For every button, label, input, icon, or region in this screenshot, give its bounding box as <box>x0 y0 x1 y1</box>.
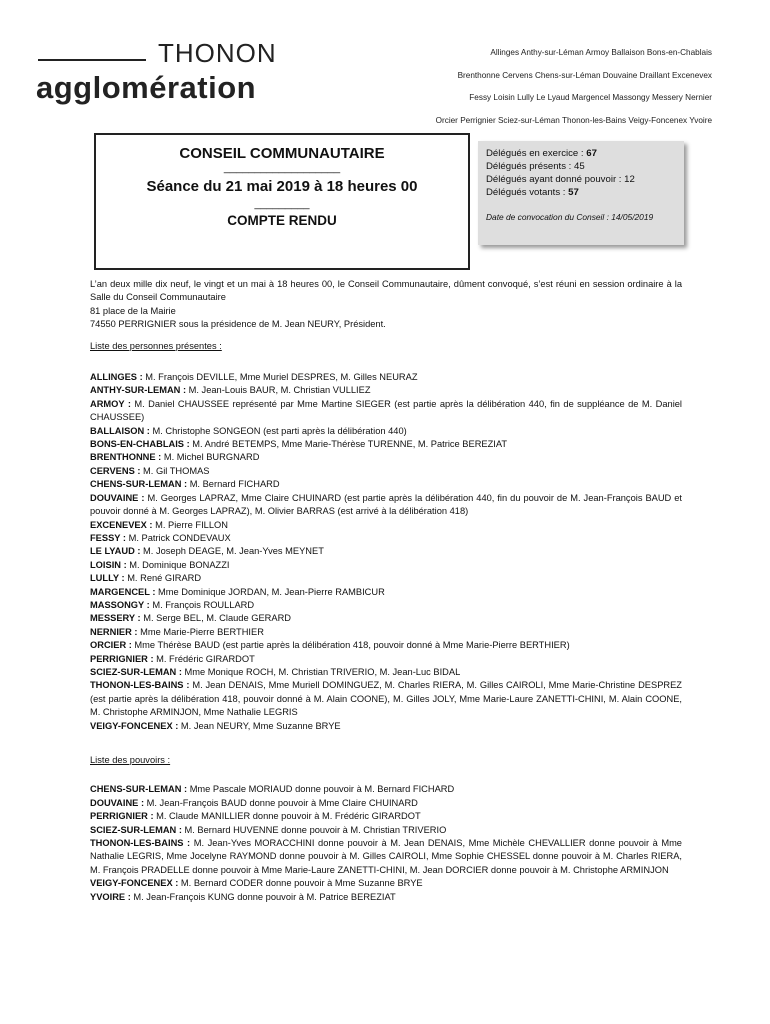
present-entry <box>90 371 682 384</box>
present-entry <box>90 612 682 625</box>
present-entry <box>90 572 682 585</box>
present-entry <box>90 398 682 425</box>
convocation-date: Date de convocation du Conseil : 14/05/2019 <box>486 212 654 222</box>
report-title: COMPTE RENDU <box>227 213 337 228</box>
council-header-box <box>94 133 470 270</box>
entry-text: M. Joseph DEAGE, M. Jean-Yves MEYNET <box>140 546 324 557</box>
commune-name: SCIEZ-SUR-LEMAN : <box>90 666 182 677</box>
delegates-box <box>478 141 684 245</box>
commune-name: NERNIER : <box>90 626 138 637</box>
entry-text: Mme Monique ROCH, M. Christian TRIVERIO, M. Jean-Luc BIDAL <box>181 666 461 677</box>
entry-text: Mme Marie-Pierre BERTHIER <box>137 626 264 637</box>
present-entry <box>90 666 682 679</box>
commune-name: DOUVAINE : <box>90 797 145 808</box>
entry-text: Mme Thérèse BAUD (est partie après la délibération 418, pouvoir donné à Mme Marie-Pierre BERTHIER) <box>131 640 570 651</box>
entry-text: M. Claude MANILLIER donne pouvoir à M. Frédéric GIRARDOT <box>153 811 421 822</box>
commune-name: PERRIGNIER : <box>90 811 154 822</box>
entry-text: M. Jean NEURY, Mme Suzanne BRYE <box>178 720 341 731</box>
commune-name: VEIGY-FONCENEX : <box>90 878 179 889</box>
entry-text: M. Daniel CHAUSSEE représenté par Mme Martine SIEGER (est partie après la délibération 440, fin de suppléance de M. Daniel CHAUSSEE) <box>90 398 682 423</box>
pouvoir-entry <box>90 877 682 890</box>
entry-text: Mme Pascale MORIAUD donne pouvoir à M. Bernard FICHARD <box>187 784 455 795</box>
entry-text: M. François ROULLARD <box>149 599 255 610</box>
entry-text: M. Frédéric GIRARDOT <box>153 653 255 664</box>
pouvoirs-list <box>90 783 682 904</box>
document-body <box>90 278 682 904</box>
delegates-votants: Délégués votants : 57 <box>486 187 579 198</box>
entry-text: M. François DEVILLE, Mme Muriel DESPRES, M. Gilles NEURAZ <box>142 372 418 383</box>
commune-name: CHENS-SUR-LEMAN : <box>90 784 188 795</box>
pouvoirs-heading: Liste des pouvoirs : <box>90 755 171 765</box>
present-entry <box>90 639 682 652</box>
present-entry <box>90 438 682 451</box>
presents-heading: Liste des personnes présentes : <box>90 340 222 351</box>
present-entry <box>90 626 682 639</box>
commune-name: CHENS-SUR-LEMAN : <box>90 479 188 490</box>
entry-text: M. Bernard CODER donne pouvoir à Mme Suzanne BRYE <box>178 878 423 889</box>
commune-name: CERVENS : <box>90 465 141 476</box>
present-entry <box>90 384 682 397</box>
present-entry <box>90 679 682 719</box>
logo-line <box>38 59 146 61</box>
entry-text: M. Michel BURGNARD <box>161 452 260 463</box>
communes-line: Brenthonne Cervens Chens-sur-Léman Douvaine Draillant Excenevex <box>457 70 712 80</box>
delegates-pouvoir: Délégués ayant donné pouvoir : 12 <box>486 174 635 185</box>
pouvoir-entry <box>90 891 682 904</box>
commune-name: BRENTHONNE : <box>90 452 162 463</box>
entry-text: M. René GIRARD <box>124 573 202 584</box>
entry-text: M. Georges LAPRAZ, Mme Claire CHUINARD (est partie après la délibération 440, fin du pouvoir de M. Jean-François BAUD et pouvoir donné à M. Georges LAPRAZ), M. Olivier BARRAS (est arrivé à la délibération 418) <box>90 492 683 517</box>
entry-text: M. Christophe SONGEON (est parti après la délibération 440) <box>149 425 407 436</box>
present-entry <box>90 465 682 478</box>
commune-name: MASSONGY : <box>90 599 150 610</box>
commune-name: PERRIGNIER : <box>90 653 154 664</box>
commune-name: FESSY : <box>90 532 126 543</box>
logo-bottom-text: agglomération <box>36 70 257 105</box>
present-entry <box>90 492 682 519</box>
commune-name: THONON-LES-BAINS : <box>90 838 191 849</box>
commune-name: THONON-LES-BAINS : <box>90 680 190 691</box>
entry-text: M. Jean-François KUNG donne pouvoir à M. Patrice BEREZIAT <box>130 891 396 902</box>
entry-text: M. Pierre FILLON <box>152 519 228 530</box>
present-entry <box>90 545 682 558</box>
entry-text: M. Jean-Yves MORACCHINI donne pouvoir à M. Jean DENAIS, Mme Michèle CHEVALLIER donne pouvoir à Mme Nathalie LEGRIS, Mme Jocelyne RAYMOND donne pouvoir à M. Gilles CAIROLI, Mme Sophie CHESSEL donne pouvoir à M. Charles RIERA, M. François PRADELLE donne pouvoir à Mme Marie-Laure ZANETTI-CHINI, M. Jean DORCIER donne pouvoir à M. Christophe ARMINJON <box>90 838 682 875</box>
entry-text: M. Jean-Louis BAUR, M. Christian VULLIEZ <box>186 385 371 396</box>
entry-text: M. Jean DENAIS, Mme Muriell DOMINGUEZ, M. Charles RIERA, M. Gilles CAIROLI, Mme Marie-Christine DESPREZ (est partie après la délibération 418, pouvoir donné à M. Alain COONE), M. Gilles JOLY, Mme Marie-Laure ZANETTI-CHINI, M. Alain COONE, M. Christophe ARMINJON, Mme Nathalie LEGRIS <box>90 680 682 718</box>
commune-name: VEIGY-FONCENEX : <box>90 720 179 731</box>
delegates-exercice: Délégués en exercice : 67 <box>486 148 597 159</box>
entry-text: M. Bernard FICHARD <box>187 479 280 490</box>
commune-name: DOUVAINE : <box>90 492 145 503</box>
present-entry <box>90 586 682 599</box>
commune-name: MESSERY : <box>90 613 141 624</box>
commune-name: ARMOY : <box>90 398 131 409</box>
present-entry <box>90 599 682 612</box>
present-entry <box>90 519 682 532</box>
entry-text: M. Gil THOMAS <box>140 465 210 476</box>
present-entry <box>90 451 682 464</box>
entry-text: M. Jean-François BAUD donne pouvoir à Mme Claire CHUINARD <box>144 797 418 808</box>
pouvoir-entry <box>90 783 682 796</box>
intro-paragraph: L’an deux mille dix neuf, le vingt et un mai à 18 heures 00, le Conseil Communautaire, dûment convoqué, s’est réuni en session ordinaire à la Salle du Conseil Communautaire 81 place de la Mairie 74550 PERRIGNIER sous la présidence de M. Jean NEURY, Président. <box>90 279 682 330</box>
spacer <box>90 733 682 754</box>
commune-name: MARGENCEL : <box>90 586 156 597</box>
entry-text: M. Serge BEL, M. Claude GERARD <box>140 613 291 624</box>
pouvoir-entry <box>90 824 682 837</box>
entry-text: M. André BETEMPS, Mme Marie-Thérèse TURENNE, M. Patrice BEREZIAT <box>189 439 508 450</box>
council-separator: _________ <box>254 198 310 210</box>
commune-name: LOISIN : <box>90 559 127 570</box>
session-date: Séance du 21 mai 2019 à 18 heures 00 <box>146 178 418 195</box>
present-entry <box>90 559 682 572</box>
commune-name: ORCIER : <box>90 640 132 651</box>
commune-name: ANTHY-SUR-LEMAN : <box>90 385 187 396</box>
entry-text: Mme Dominique JORDAN, M. Jean-Pierre RAMBICUR <box>155 586 385 597</box>
communes-line: Allinges Anthy-sur-Léman Armoy Ballaison Bons-en-Chablais <box>490 48 712 57</box>
commune-name: LE LYAUD : <box>90 546 141 557</box>
entry-text: M. Dominique BONAZZI <box>126 559 230 570</box>
commune-name: YVOIRE : <box>90 891 131 902</box>
present-entry <box>90 532 682 545</box>
present-entry <box>90 653 682 666</box>
commune-name: EXCENEVEX : <box>90 519 153 530</box>
present-entry <box>90 478 682 491</box>
communes-list <box>352 42 712 132</box>
commune-name: BALLAISON : <box>90 425 150 436</box>
pouvoir-entry <box>90 837 682 877</box>
spacer <box>90 353 682 371</box>
communes-line: Fessy Loisin Lully Le Lyaud Margencel Massongy Messery Nernier <box>469 93 712 102</box>
council-separator: ___________________ <box>223 162 341 174</box>
entry-text: M. Bernard HUVENNE donne pouvoir à M. Christian TRIVERIO <box>181 824 447 835</box>
present-entry <box>90 425 682 438</box>
presents-list <box>90 371 682 733</box>
pouvoir-entry <box>90 797 682 810</box>
commune-name: BONS-EN-CHABLAIS : <box>90 439 190 450</box>
logo-top-text: THONON <box>158 38 277 68</box>
commune-name: SCIEZ-SUR-LEMAN : <box>90 824 182 835</box>
commune-name: ALLINGES : <box>90 372 143 383</box>
delegates-presents: Délégués présents : 45 <box>486 161 585 172</box>
spacer <box>90 767 682 783</box>
present-entry <box>90 720 682 733</box>
council-title: CONSEIL COMMUNAUTAIRE <box>179 145 385 162</box>
commune-name: LULLY : <box>90 573 125 584</box>
entry-text: M. Patrick CONDEVAUX <box>126 532 231 543</box>
communes-line: Orcier Perrignier Sciez-sur-Léman Thonon-les-Bains Veigy-Foncenex Yvoire <box>435 115 712 125</box>
pouvoir-entry <box>90 810 682 823</box>
